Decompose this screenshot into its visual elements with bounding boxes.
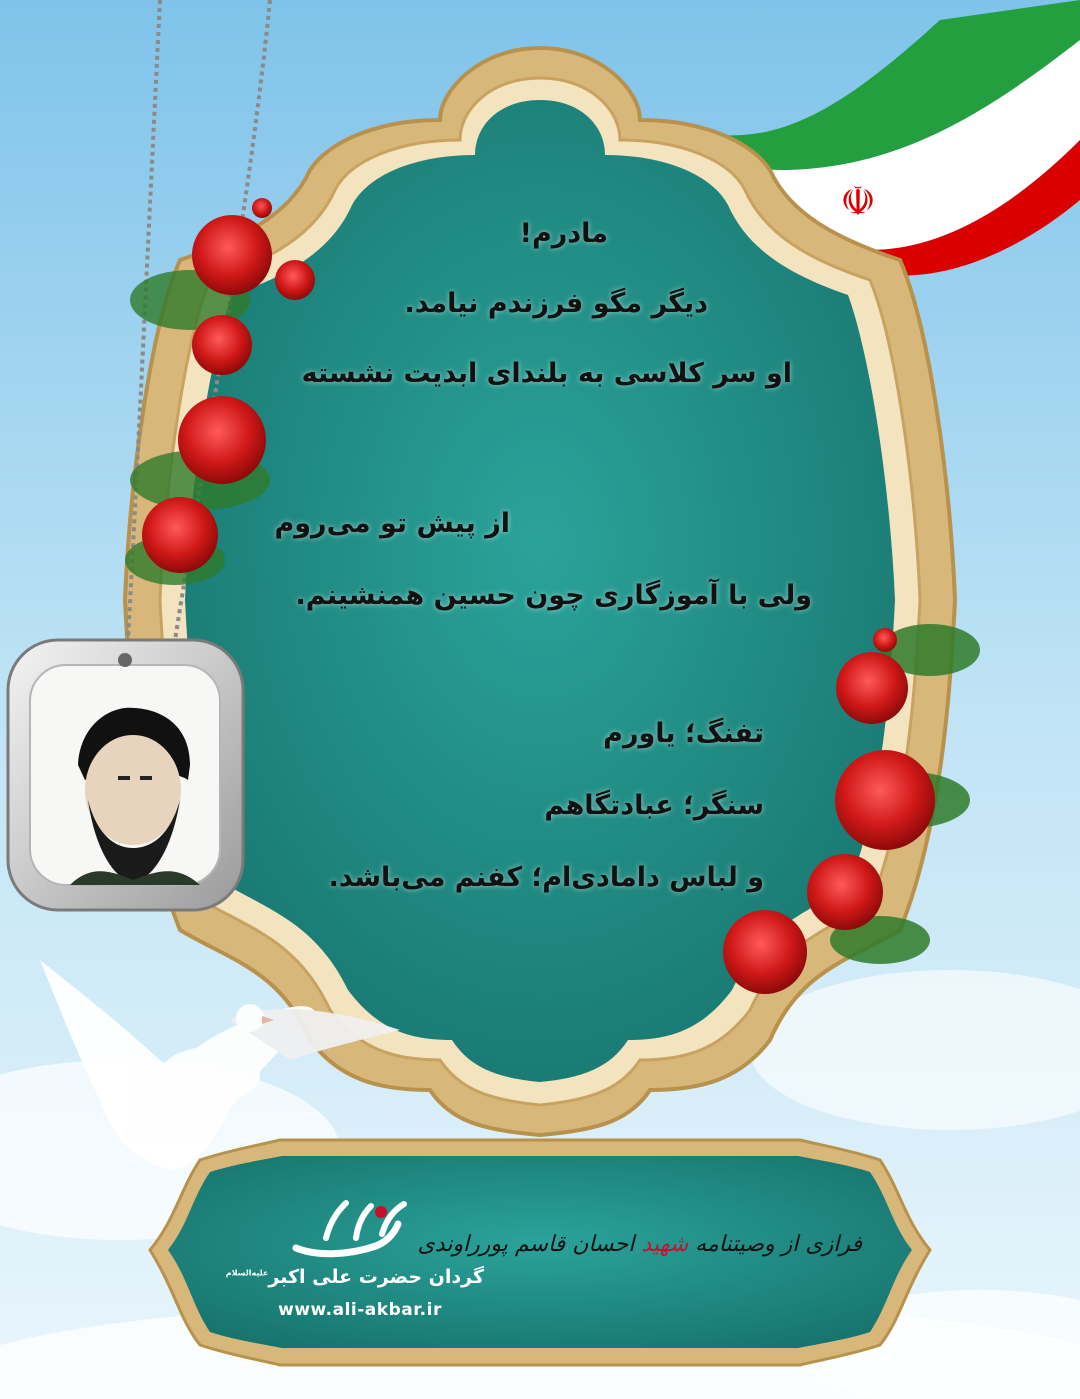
logo-name-text: گردان حضرت علی اکبر: [268, 1266, 484, 1288]
poem-line-2: دیگر مگو فرزندم نیامد.: [404, 288, 708, 319]
poem-line-6: تفنگ؛ یاورم: [603, 718, 764, 749]
will-caption: [418, 1232, 862, 1257]
poem-line-4: از پیش تو می‌روم: [274, 508, 510, 539]
caption-part-2: احسان قاسم پورراوندی: [417, 1232, 635, 1257]
poem-line-7: سنگر؛ عبادتگاهم: [544, 790, 764, 821]
poem-line-3: او سر کلاسی به بلندای ابدیت نشسته: [301, 358, 792, 389]
logo-name: [225, 1266, 484, 1288]
poem-line-5: ولی با آموزگاری چون حسین همنشینم.: [295, 580, 812, 611]
poem-line-1: مادرم!: [519, 218, 608, 249]
poem-line-8: و لباس دامادی‌ام؛ کفنم می‌باشد.: [328, 862, 764, 893]
caption-martyr-word: شهید: [641, 1232, 689, 1257]
logo-url[interactable]: www.ali-akbar.ir: [278, 1300, 442, 1320]
svg-text:☫: ☫: [840, 179, 876, 225]
caption-part-1: فرازی از وصیتنامه: [695, 1232, 862, 1257]
logo-honorific: علیه‌السلام: [225, 1268, 269, 1278]
